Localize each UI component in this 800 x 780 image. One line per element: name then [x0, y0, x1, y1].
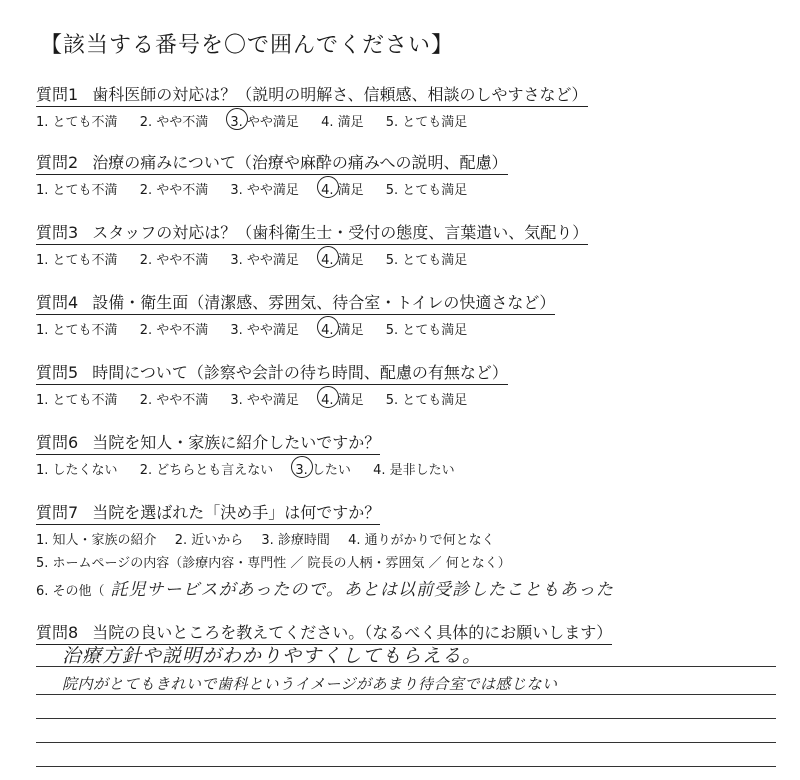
question-heading [36, 82, 588, 107]
question-7 [36, 500, 776, 600]
answer-rule-3 [36, 718, 776, 719]
option-3-selected[interactable]: 3. やや満足 [230, 111, 299, 130]
option-3[interactable]: 3. やや満足 [230, 253, 299, 268]
option-1[interactable]: 1. とても不満 [36, 115, 118, 130]
options-row-1 [36, 529, 776, 548]
question-heading [36, 500, 380, 525]
question-heading [36, 360, 508, 385]
option-5[interactable]: 5. とても満足 [385, 115, 468, 130]
options-row [36, 389, 776, 408]
option-4[interactable]: 4. 是非したい [373, 463, 455, 478]
answer-rule-4 [36, 742, 776, 743]
question-number: 質問1 [36, 85, 79, 104]
question-number: 質問4 [36, 293, 79, 312]
answer-rule-5 [36, 766, 776, 767]
question-heading [36, 150, 508, 175]
question-number: 質問5 [36, 363, 79, 382]
question-number: 質問3 [36, 223, 79, 242]
options-row [36, 179, 776, 198]
question-2 [36, 150, 776, 198]
question-text: 時間について（診察や会計の待ち時間、配慮の有無など） [92, 363, 508, 382]
question-4 [36, 290, 776, 338]
question-number: 質問8 [36, 623, 79, 642]
option-2[interactable]: 2. やや不満 [139, 393, 209, 408]
question-3 [36, 220, 776, 268]
option-2[interactable]: 2. どちらとも言えない [139, 463, 274, 478]
option-2[interactable]: 2. 近いから [174, 533, 244, 548]
question-heading [36, 220, 588, 245]
option-2[interactable]: 2. やや不満 [139, 253, 209, 268]
option-6-label: 6. その他（ [36, 584, 105, 599]
option-5[interactable]: 5. ホームページの内容（診療内容・専門性 ／ 院長の人柄・雰囲気 ／ 何となく） [36, 556, 511, 571]
question-heading [36, 430, 380, 455]
question-1 [36, 82, 776, 130]
option-4-selected[interactable]: 4. 満足 [321, 179, 364, 198]
question-6 [36, 430, 776, 478]
option-4-selected[interactable]: 4. 満足 [321, 389, 364, 408]
answer-rule-1 [36, 666, 776, 667]
option-1[interactable]: 1. とても不満 [36, 183, 118, 198]
question-heading [36, 290, 555, 315]
option-5[interactable]: 5. とても満足 [385, 183, 468, 198]
question-number: 質問6 [36, 433, 79, 452]
option-3[interactable]: 3. やや満足 [230, 393, 299, 408]
options-row [36, 319, 776, 338]
other-handwritten-answer[interactable]: 託児サービスがあったので。あとは以前受診したこともあった [110, 580, 614, 600]
option-5[interactable]: 5. とても満足 [385, 323, 468, 338]
options-row-3 [36, 575, 776, 600]
option-1[interactable]: 1. とても不満 [36, 393, 118, 408]
page-title: 【該当する番号を〇で囲んでください】 [40, 33, 455, 58]
option-5[interactable]: 5. とても満足 [385, 253, 468, 268]
question-text: 当院の良いところを教えてください。（なるべく具体的にお願いします） [92, 623, 613, 642]
question-text: 当院を選ばれた「決め手」は何ですか？ [92, 503, 381, 522]
option-3[interactable]: 3. やや満足 [230, 183, 299, 198]
option-4-selected[interactable]: 4. 満足 [321, 319, 364, 338]
question-text: 設備・衛生面（清潔感、雰囲気、待合室・トイレの快適さなど） [92, 293, 556, 312]
option-2[interactable]: 2. やや不満 [139, 323, 209, 338]
question-text: 歯科医師の対応は？（説明の明解さ、信頼感、相談のしやすさなど） [92, 85, 588, 104]
question-text: スタッフの対応は？（歯科衛生士・受付の態度、言葉遣い、気配り） [92, 223, 589, 242]
question-5 [36, 360, 776, 408]
options-row [36, 459, 776, 478]
handwritten-answer-line-1[interactable]: 治療方針や説明がわかりやすくしてもらえる。 [62, 645, 483, 667]
question-number: 質問7 [36, 503, 79, 522]
option-2[interactable]: 2. やや不満 [139, 115, 209, 130]
option-1[interactable]: 1. 知人・家族の紹介 [36, 533, 157, 548]
option-3[interactable]: 3. やや満足 [230, 323, 299, 338]
option-4[interactable]: 4. 満足 [321, 115, 364, 130]
question-number: 質問2 [36, 153, 79, 172]
option-1[interactable]: 1. とても不満 [36, 323, 118, 338]
options-row [36, 111, 776, 130]
option-5[interactable]: 5. とても満足 [385, 393, 468, 408]
question-text: 当院を知人・家族に紹介したいですか？ [92, 433, 381, 452]
option-4[interactable]: 4. 通りがかりで何となく [348, 533, 495, 548]
question-text: 治療の痛みについて（治療や麻酔の痛みへの説明、配慮） [92, 153, 508, 172]
options-row [36, 249, 776, 268]
options-row-2 [36, 552, 776, 571]
option-1[interactable]: 1. とても不満 [36, 253, 118, 268]
option-3-selected[interactable]: 3. したい [295, 459, 351, 478]
option-2[interactable]: 2. やや不満 [139, 183, 209, 198]
answer-rule-2 [36, 694, 776, 695]
option-4-selected[interactable]: 4. 満足 [321, 249, 364, 268]
handwritten-answer-line-2[interactable]: 院内がとてもきれいで歯科というイメージがあまり待合室では感じない [62, 675, 558, 693]
option-1[interactable]: 1. したくない [36, 463, 118, 478]
option-3[interactable]: 3. 診療時間 [261, 533, 330, 548]
